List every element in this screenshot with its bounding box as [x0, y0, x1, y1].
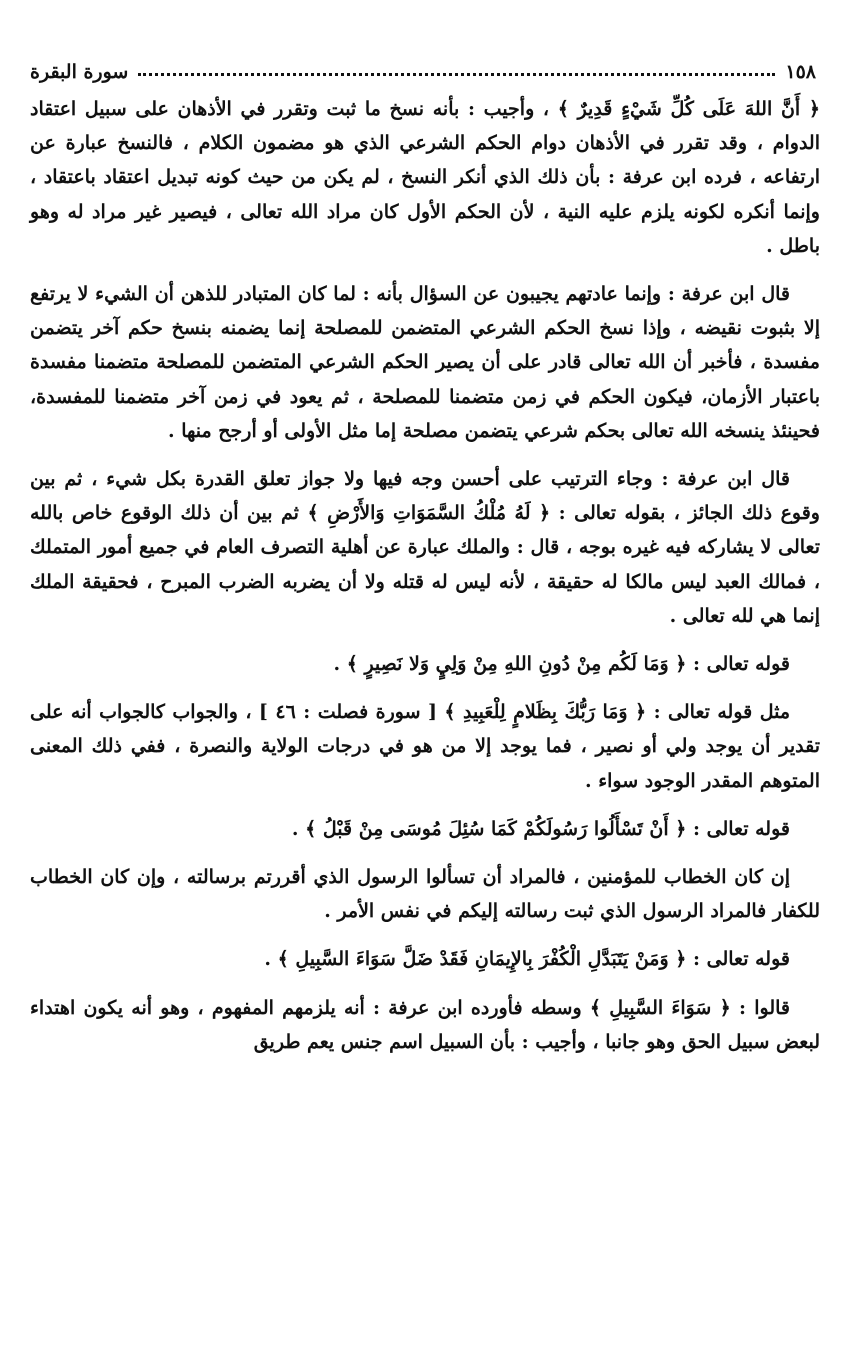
- verse-heading: قوله تعالى : ﴿ وَمَا لَكُم مِنْ دُونِ اللهِ مِنْ وَلِيٍ وَلا نَصِيرٍ ﴾ .: [333, 653, 790, 676]
- verse-heading: قوله تعالى : ﴿ أَنْ تَسْأَلُوا رَسُولَكُمْ كَمَا سُئِلَ مُوسَى مِنْ قَبْلُ ﴾ .: [291, 817, 790, 840]
- verse-heading: قوله تعالى : ﴿ وَمَنْ يَتَبَدَّلِ الْكُفْرَ بِالإِيمَانِ فَقَدْ ضَلَّ سَوَاءَ السَّبِيلِ ﴾ .: [264, 948, 790, 971]
- paragraph-ibn-arafa-order: قال ابن عرفة : وجاء الترتيب على أحسن وجه فيها ولا جواز تعلق القدرة بكل شيء ، ثم بين وقوع ذلك الجائز ، بقوله تعالى : ﴿ لَهُ مُلْكُ السَّمَوَاتِ وَالأَرْضِ ﴾ ثم بين أن ذلك الوقوع خاص بالله تعالى لا يشاركه فيه غيره بوجه ، قال : والملك عبارة عن أهلية التصرف العام في جميع أمور المتملك ، فمالك العبد ليس مالكا له حقيقة ، لأنه ليس له قتله ولا أن يضربه الضرب المبرح ، فحقيقة الملك إنما هي لله تعالى .: [30, 468, 820, 627]
- header-dotted-leader: [138, 73, 775, 76]
- paragraph-comparison: مثل قوله تعالى : ﴿ وَمَا رَبُّكَ بِظَلامٍ لِلْعَبِيدِ ﴾ [ سورة فصلت : ٤٦ ] ، والجواب كالجواب أنه على تقدير أن يوجد ولي أو نصير ، فما يوجد إلا من هو في درجات الولاية والنصرة ، ففي ذلك المعنى المتوهم المقدر الوجود سواء .: [30, 701, 820, 792]
- paragraph-sawa-sabil: قالوا : ﴿ سَوَاءَ السَّبِيلِ ﴾ وسطه فأورده ابن عرفة : أنه يلزمهم المفهوم ، وهو أنه يكون اهتداء لبعض سبيل الحق وهو جانبا ، وأجيب : بأن السبيل اسم جنس يعم طريق: [30, 996, 820, 1053]
- paragraph-continuation: ﴿ أَنَّ اللهَ عَلَى كُلِّ شَيْءٍ قَدِيرٌ ﴾ ، وأجيب : بأنه نسخ ما ثبت وتقرر في الأذهان على سبيل اعتقاد الدوام ، وقد تقرر في الأذهان دوام الحكم الشرعي الذي هو مضمون الكلام ، فالنسخ عبارة عن ارتفاعه ، فرده ابن عرفة : بأن ذلك الذي أنكر النسخ ، لم يكن من حيث كونه تبديل اعتقاد باعتقاد ، وإنما أنكره لكونه يلزم عليه النية ، لأن الحكم الأول كان مراد الله تعالى ، فيصير غير مراد له وهو باطل .: [30, 98, 820, 257]
- surah-title: سورة البقرة: [30, 61, 129, 83]
- paragraph-ibn-arafa-answer: قال ابن عرفة : وإنما عادتهم يجيبون عن السؤال بأنه : لما كان المتبادر للذهن أن الشيء لا يرتفع إلا بثبوت نقيضه ، وإذا نسخ الحكم الشرعي المتضمن للمصلحة إنما يضمنه بنسخ حكم آخر يتضمن مفسدة ، فأخبر أن الله تعالى قادر على أن يصير الحكم الشرعي المتضمن للمصلحة متضمنا مفسدة باعتبار الأزمان، فيكون الحكم في زمن متضمنا للمصلحة ، ثم يعود في زمن آخر متضمنا للمفسدة، فحينئذ ينسخه الله تعالى بحكم شرعي يتضمن مصلحة إما مثل الأولى أو أرجح منها .: [30, 283, 820, 442]
- page-body: [30, 92, 820, 1073]
- page-number: ١٥٨: [785, 61, 816, 83]
- paragraph-khitab: إن كان الخطاب للمؤمنين ، فالمراد أن تسألوا الرسول الذي أقررتم برسالته ، وإن كان الخطاب للكفار فالمراد الرسول الذي ثبت رسالته إليكم في نفس الأمر .: [30, 866, 820, 923]
- page-header: [30, 54, 816, 90]
